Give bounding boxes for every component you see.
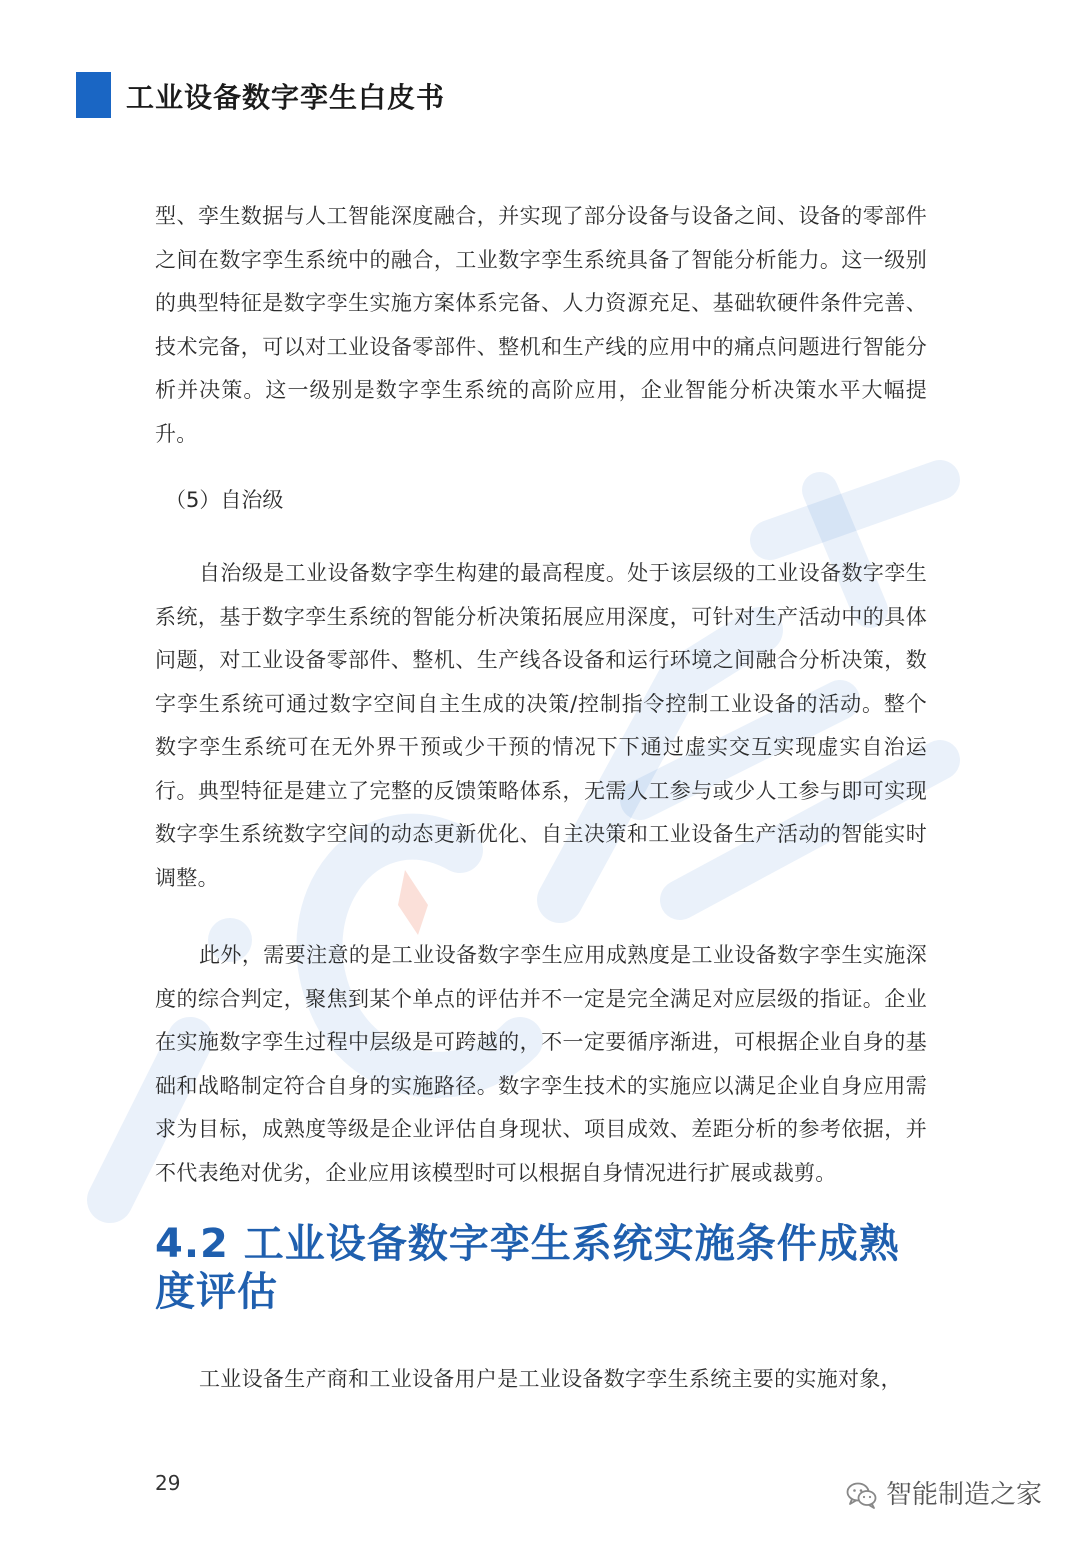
paragraph: 工业设备生产商和工业设备用户是工业设备数字孪生系统主要的实施对象， bbox=[199, 1367, 902, 1391]
subsection-heading: （5）自治级 bbox=[165, 488, 284, 512]
header-accent-bar bbox=[76, 72, 111, 118]
paragraph: 此外，需要注意的是工业设备数字孪生应用成熟度是工业设备数字孪生实施深度的综合判定，聚焦到某个单点的评估并不一定是完全满足对应层级的指证。企业在实施数字孪生过程中层级是可跨越的，不一定要循序渐进，可根据企业自身的基础和战略制定符合自身的实施路径。数字孪生技术的实施应以满足企业自身应用需求为目标，成熟度等级是企业评估自身现状、项目成效、差距分析的参考依据，并不代表绝对优劣，企业应用该模型时可以根据自身情况进行扩展或裁剪。 bbox=[155, 943, 927, 1185]
section-heading: 4.2 工业设备数字孪生系统实施条件成熟度评估 bbox=[155, 1221, 900, 1315]
footer-brand bbox=[846, 1475, 1042, 1515]
page-number: 29 bbox=[155, 1471, 181, 1495]
wechat-icon bbox=[846, 1481, 878, 1509]
paragraph: 自治级是工业设备数字孪生构建的最高程度。处于该层级的工业设备数字孪生系统，基于数字孪生系统的智能分析决策拓展应用深度，可针对生产活动中的具体问题，对工业设备零部件、整机、生产线各设备和运行环境之间融合分析决策，数字孪生系统可通过数字空间自主生成的决策/控制指令控制工业设备的活动。整个数字孪生系统可在无外界干预或少干预的情况下下通过虚实交互实现虚实自治运行。典型特征是建立了完整的反馈策略体系，无需人工参与或少人工参与即可实现数字孪生系统数字空间的动态更新优化、自主决策和工业设备生产活动的智能实时调整。 bbox=[155, 561, 927, 890]
brand-name: 智能制造之家 bbox=[886, 1480, 1043, 1510]
paragraph: 型、孪生数据与人工智能深度融合，并实现了部分设备与设备之间、设备的零部件之间在数字孪生系统中的融合，工业数字孪生系统具备了智能分析能力。这一级别的典型特征是数字孪生实施方案体系完备、人力资源充足、基础软硬件条件完善、技术完备，可以对工业设备零部件、整机和生产线的应用中的痛点问题进行智能分析并决策。这一级别是数字孪生系统的高阶应用，企业智能分析决策水平大幅提升。 bbox=[155, 204, 927, 446]
document-title: 工业设备数字孪生白皮书 bbox=[126, 81, 446, 114]
